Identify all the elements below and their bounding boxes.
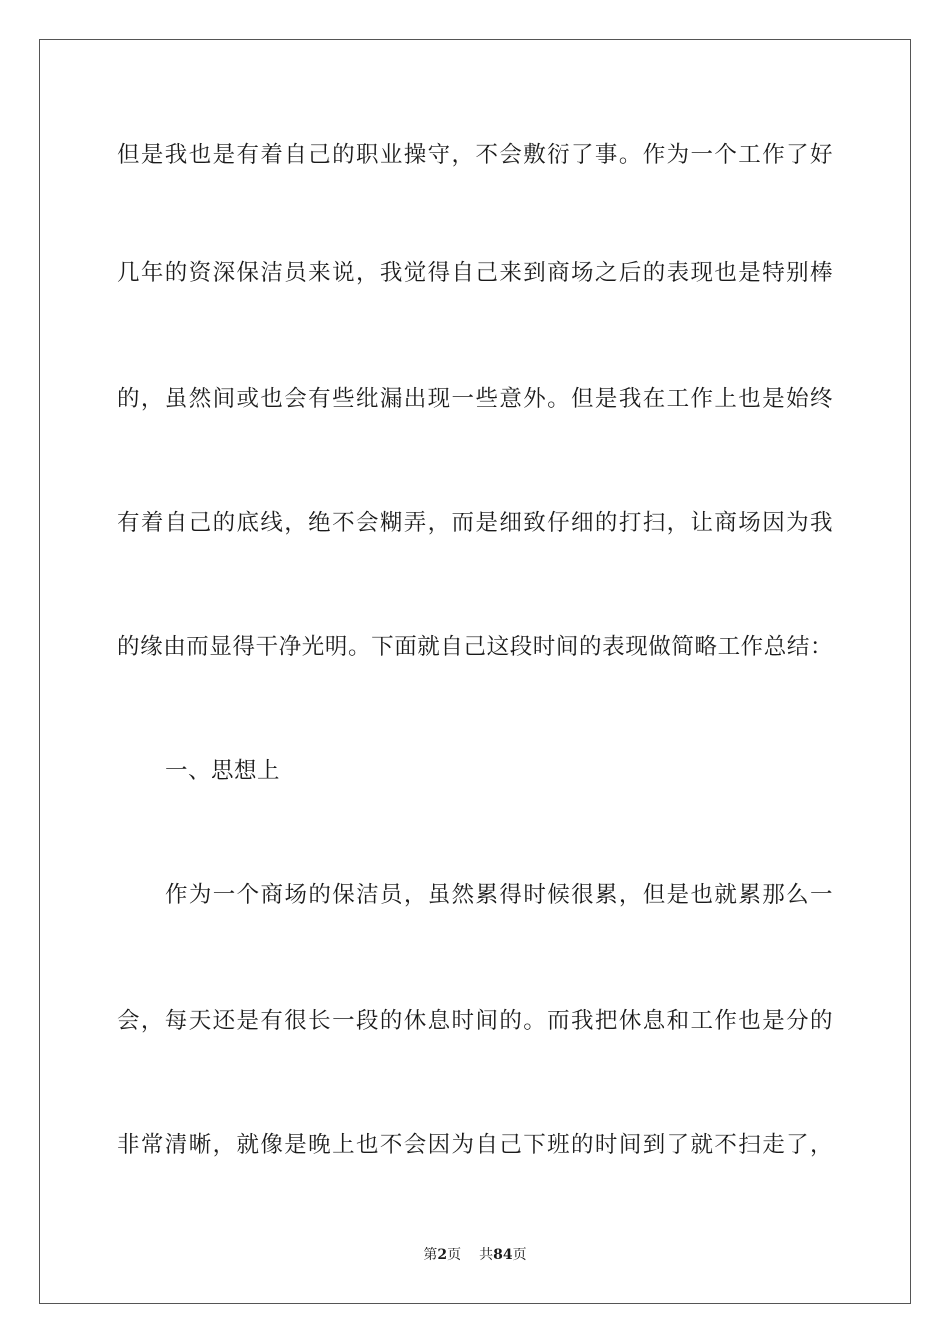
body-line-1: 但是我也是有着自己的职业操守，不会敷衍了事。作为一个工作了好 (117, 142, 833, 168)
page-border (39, 39, 911, 1304)
body-line-5: 的缘由而显得干净光明。下面就自己这段时间的表现做简略工作总结： (117, 634, 833, 660)
body-line-3: 的，虽然间或也会有些纰漏出现一些意外。但是我在工作上也是始终 (117, 386, 833, 412)
body-line-8: 非常清晰，就像是晚上也不会因为自己下班的时间到了就不扫走了， (117, 1132, 833, 1158)
page-footer (0, 1245, 950, 1265)
body-line-6: 作为一个商场的保洁员，虽然累得时候很累，但是也就累那么一 (165, 882, 833, 908)
total-pages-label: 共84页 (479, 1247, 527, 1263)
page-number-label: 第2页 (423, 1247, 462, 1263)
body-line-7: 会，每天还是有很长一段的休息时间的。而我把休息和工作也是分的 (117, 1008, 833, 1034)
body-line-4: 有着自己的底线，绝不会糊弄，而是细致仔细的打扫，让商场因为我 (117, 510, 833, 536)
section-heading: 一、思想上 (165, 758, 281, 784)
body-line-2: 几年的资深保洁员来说，我觉得自己来到商场之后的表现也是特别棒 (117, 260, 833, 286)
